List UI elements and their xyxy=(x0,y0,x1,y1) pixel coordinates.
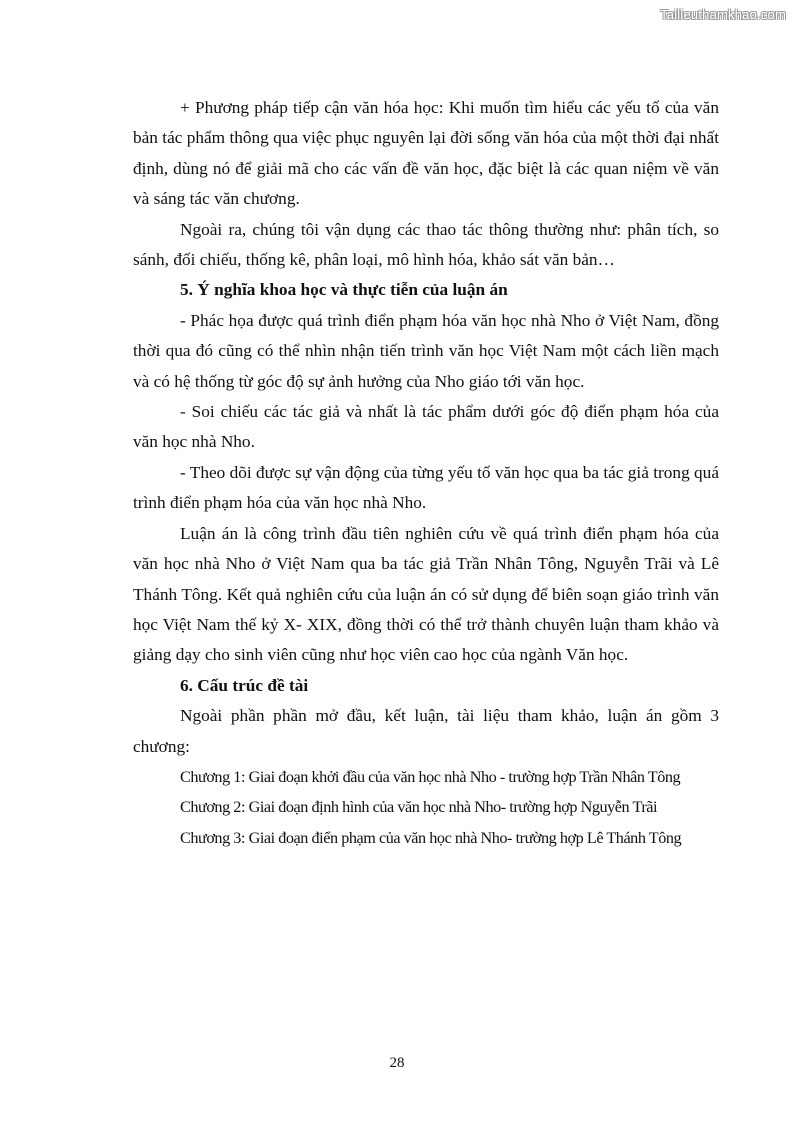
paragraph-other-operations: Ngoài ra, chúng tôi vận dụng các thao tác thông thường như: phân tích, so sánh, đối chiếu, thống kê, phân loại, mô hình hóa, khảo sát văn bản… xyxy=(133,219,719,270)
section-heading-6: 6. Cấu trúc đề tài xyxy=(180,675,309,695)
chapter-item-3: Chương 3: Giai đoạn điển phạm của văn học nhà Nho- trường hợp Lê Thánh Tông xyxy=(180,828,682,847)
chapter-item-2: Chương 2: Giai đoạn định hình của văn học nhà Nho- trường hợp Nguyễn Trãi xyxy=(180,798,658,817)
section-heading-5: 5. Ý nghĩa khoa học và thực tiễn của luận án xyxy=(180,280,508,300)
paragraph-point-3: - Theo dõi được sự vận động của từng yếu tố văn học qua ba tác giả trong quá trình điển phạm hóa của văn học nhà Nho. xyxy=(133,462,719,513)
chapter-item-1: Chương 1: Giai đoạn khởi đầu của văn học nhà Nho - trường hợp Trần Nhân Tông xyxy=(180,767,681,786)
paragraph-structure-intro: Ngoài phần phần mở đầu, kết luận, tài liệu tham khảo, luận án gồm 3 chương: xyxy=(133,706,719,756)
paragraph-thesis-summary: Luận án là công trình đầu tiên nghiên cứu về quá trình điển phạm hóa của văn học nhà Nho ở Việt Nam qua ba tác giả Trần Nhân Tông, Nguyễn Trãi và Lê Thánh Tông. Kết quả nghiên cứu của luận án có sử dụng để biên soạn giáo trình văn học Việt Nam thế kỷ X- XIX, đồng thời có thể trở thành chuyên luận tham khảo và giảng dạy cho sinh viên cũng như học viên cao học của ngành Văn học. xyxy=(133,523,719,665)
page-number: 28 xyxy=(389,1055,405,1071)
paragraph-point-1: - Phác họa được quá trình điển phạm hóa văn học nhà Nho ở Việt Nam, đồng thời qua đó cũng có thể nhìn nhận tiến trình văn học Việt Nam một cách liền mạch và có hệ thống từ góc độ sự ảnh hưởng của Nho giáo tới văn học. xyxy=(133,310,719,391)
document-body xyxy=(133,93,719,853)
watermark: Tailieuthamkhao.com xyxy=(660,7,786,22)
paragraph-method-culture: + Phương pháp tiếp cận văn hóa học: Khi muốn tìm hiểu các yếu tố của văn bản tác phẩm thông qua việc phục nguyên lại đời sống văn hóa của một thời đại nhất định, dùng nó để giải mã cho các vấn đề văn học, đặc biệt là các quan niệm về văn và sáng tác văn chương. xyxy=(133,98,720,209)
paragraph-point-2: - Soi chiếu các tác giả và nhất là tác phẩm dưới góc độ điển phạm hóa của văn học nhà Nho. xyxy=(133,402,719,452)
